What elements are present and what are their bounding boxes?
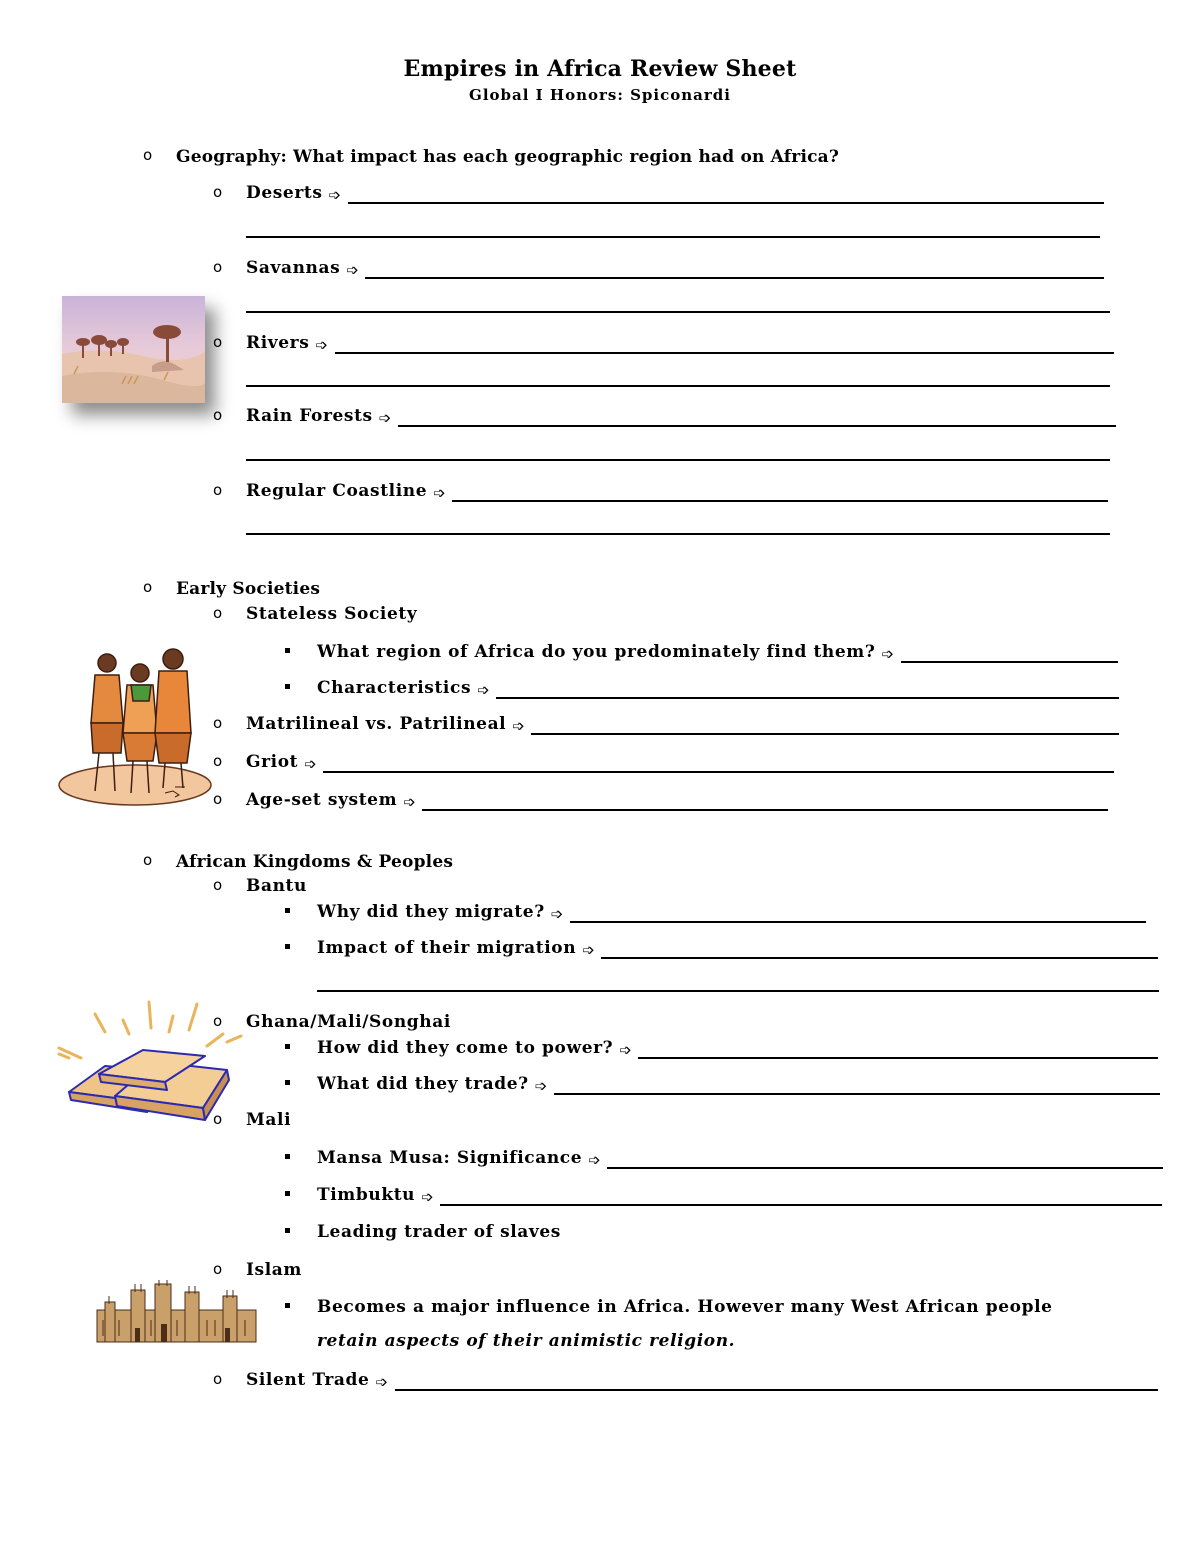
bantu-label: Bantu	[246, 876, 307, 896]
arrow-icon: ➩	[304, 755, 318, 773]
mosque-building-image	[95, 1280, 258, 1343]
ghana-mali-songhai-label: Ghana/Mali/Songhai	[246, 1012, 451, 1032]
bullet-icon: o	[213, 258, 223, 276]
arrow-icon: ➩	[550, 905, 564, 923]
section-heading-geography: Geography: What impact has each geographic region had on Africa?	[176, 147, 840, 167]
bullet-icon: o	[213, 1260, 223, 1278]
islam-influence-text: Becomes a major influence in Africa. However many West African people	[317, 1297, 1053, 1317]
answer-line[interactable]	[638, 1039, 1158, 1059]
square-bullet-icon	[285, 1191, 290, 1196]
square-bullet-icon	[285, 1154, 290, 1159]
answer-line[interactable]	[570, 903, 1146, 923]
bantu-why-migrate: Why did they migrate? ➩	[317, 897, 1146, 923]
arrow-icon: ➩	[378, 409, 392, 427]
geo-savannas: Savannas ➩	[246, 253, 1104, 279]
answer-line[interactable]	[246, 236, 1100, 238]
desert-landscape-image	[62, 296, 205, 403]
arrow-icon: ➩	[375, 1373, 389, 1391]
square-bullet-icon	[285, 908, 290, 913]
geo-deserts: Deserts ➩	[246, 178, 1104, 204]
page-title: Empires in Africa Review Sheet	[403, 56, 797, 82]
bullet-icon: o	[213, 1370, 223, 1388]
griot: Griot ➩	[246, 747, 1114, 773]
silent-trade: Silent Trade ➩	[246, 1365, 1158, 1391]
gms-come-to-power: How did they come to power? ➩	[317, 1033, 1158, 1059]
gms-trade: What did they trade? ➩	[317, 1069, 1160, 1095]
bullet-icon: o	[213, 752, 223, 770]
answer-line[interactable]	[554, 1075, 1160, 1095]
answer-line[interactable]	[365, 259, 1104, 279]
timbuktu: Timbuktu ➩	[317, 1180, 1162, 1206]
answer-line[interactable]	[496, 679, 1119, 699]
bullet-icon: o	[213, 714, 223, 732]
answer-line[interactable]	[335, 334, 1114, 354]
geo-rivers: Rivers ➩	[246, 328, 1114, 354]
bullet-icon: o	[213, 790, 223, 808]
arrow-icon: ➩	[588, 1151, 602, 1169]
arrow-icon: ➩	[346, 261, 360, 279]
bullet-icon: o	[213, 481, 223, 499]
arrow-icon: ➩	[315, 336, 329, 354]
square-bullet-icon	[285, 1044, 290, 1049]
mali-label: Mali	[246, 1110, 292, 1130]
bantu-impact: Impact of their migration ➩	[317, 933, 1158, 959]
leading-trader-slaves: Leading trader of slaves	[317, 1222, 561, 1242]
mansa-musa: Mansa Musa: Significance ➩	[317, 1143, 1163, 1169]
islam-label: Islam	[246, 1260, 302, 1280]
arrow-icon: ➩	[881, 645, 895, 663]
square-bullet-icon	[285, 1228, 290, 1233]
bullet-icon: o	[213, 1012, 223, 1030]
age-set-system: Age-set system ➩	[246, 785, 1108, 811]
african-people-image	[55, 643, 212, 808]
answer-line[interactable]	[901, 643, 1118, 663]
bullet-icon: o	[213, 183, 223, 201]
arrow-icon: ➩	[328, 186, 342, 204]
answer-line[interactable]	[246, 311, 1110, 313]
page-subtitle: Global I Honors: Spiconardi	[469, 86, 731, 104]
answer-line[interactable]	[452, 482, 1108, 502]
answer-line[interactable]	[323, 753, 1114, 773]
section-heading-early-societies: Early Societies	[176, 579, 321, 599]
geo-rain-forests: Rain Forests ➩	[246, 401, 1116, 427]
geo-regular-coastline: Regular Coastline ➩	[246, 476, 1108, 502]
answer-line[interactable]	[317, 990, 1159, 992]
arrow-icon: ➩	[433, 484, 447, 502]
stateless-society-label: Stateless Society	[246, 604, 418, 624]
answer-line[interactable]	[395, 1371, 1158, 1391]
square-bullet-icon	[285, 1080, 290, 1085]
answer-line[interactable]	[246, 459, 1110, 461]
section-heading-kingdoms: African Kingdoms & Peoples	[176, 852, 454, 872]
islam-italic-text: retain aspects of their animistic religion.	[317, 1331, 736, 1351]
answer-line[interactable]	[601, 939, 1158, 959]
answer-line[interactable]	[440, 1186, 1162, 1206]
answer-line[interactable]	[531, 715, 1119, 735]
bullet-icon: o	[213, 604, 223, 622]
stateless-characteristics: Characteristics ➩	[317, 673, 1119, 699]
square-bullet-icon	[285, 684, 290, 689]
arrow-icon: ➩	[582, 941, 596, 959]
arrow-icon: ➩	[477, 681, 491, 699]
bullet-icon: o	[143, 146, 153, 164]
square-bullet-icon	[285, 648, 290, 653]
answer-line[interactable]	[422, 791, 1108, 811]
arrow-icon: ➩	[619, 1041, 633, 1059]
answer-line[interactable]	[348, 184, 1104, 204]
stateless-region-question: What region of Africa do you predominately find them? ➩	[317, 637, 1118, 663]
answer-line[interactable]	[246, 385, 1110, 387]
arrow-icon: ➩	[534, 1077, 548, 1095]
bullet-icon: o	[213, 876, 223, 894]
arrow-icon: ➩	[421, 1188, 435, 1206]
arrow-icon: ➩	[403, 793, 417, 811]
bullet-icon: o	[213, 1110, 223, 1128]
answer-line[interactable]	[398, 407, 1116, 427]
square-bullet-icon	[285, 944, 290, 949]
bullet-icon: o	[213, 333, 223, 351]
answer-line[interactable]	[607, 1149, 1163, 1169]
bullet-icon: o	[143, 851, 153, 869]
bullet-icon: o	[213, 406, 223, 424]
matrilineal-patrilineal: Matrilineal vs. Patrilineal ➩	[246, 709, 1119, 735]
arrow-icon: ➩	[512, 717, 526, 735]
answer-line[interactable]	[246, 533, 1110, 535]
bullet-icon: o	[143, 578, 153, 596]
gold-bars-image	[55, 1000, 245, 1125]
square-bullet-icon	[285, 1303, 290, 1308]
